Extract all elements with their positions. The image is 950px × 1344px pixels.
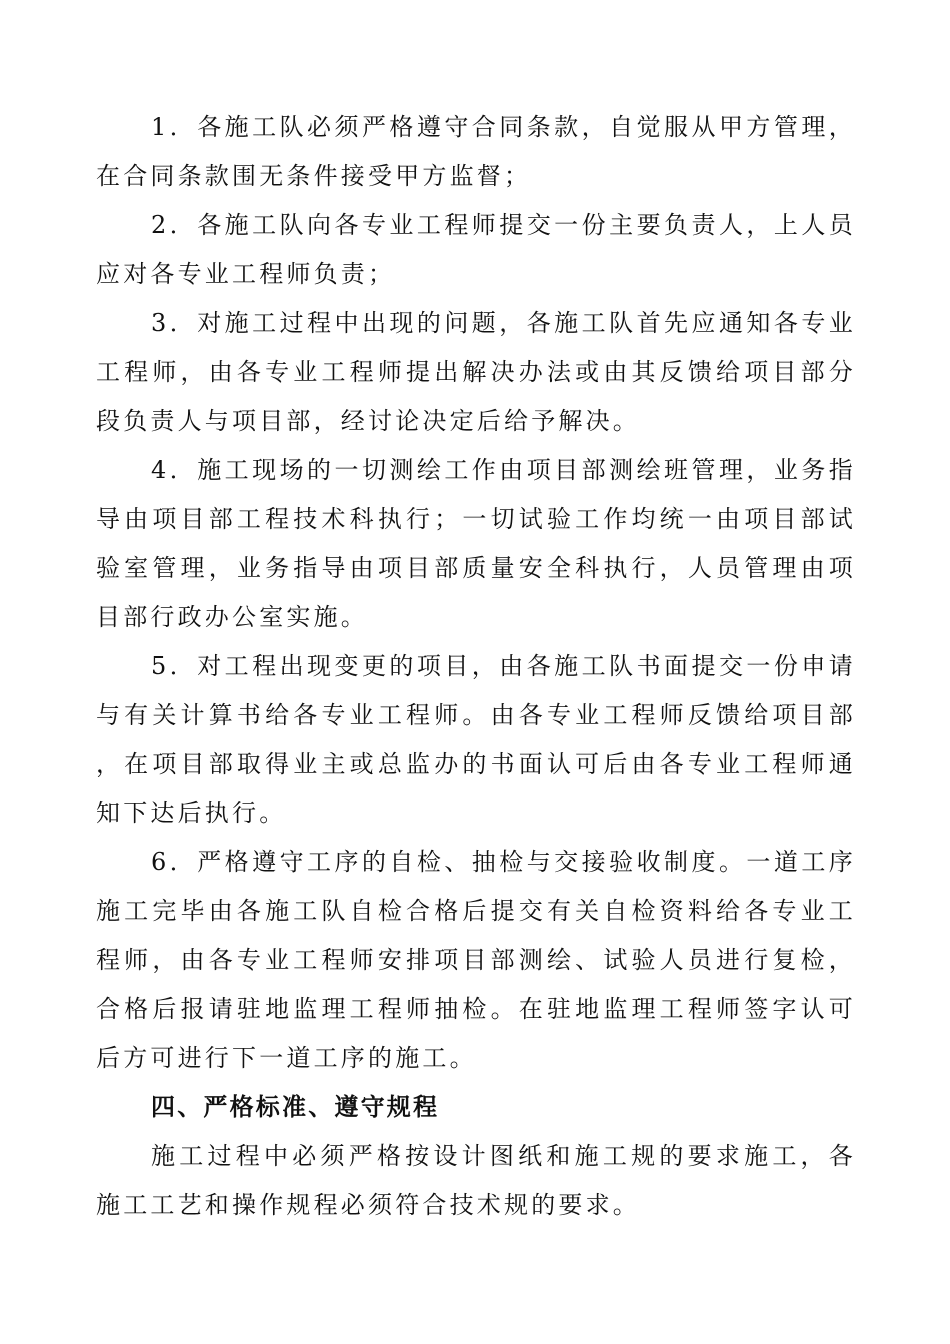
paragraph-item-4: 4．施工现场的一切测绘工作由项目部测绘班管理，业务指导由项目部工程技术科执行；一切试验工作均统一由项目部试验室管理，业务指导由项目部质量安全科执行，人员管理由项目部行政办公室实施。 bbox=[96, 456, 856, 631]
paragraph-item-5: 5．对工程出现变更的项目，由各施工队书面提交一份申请与有关计算书给各专业工程师。由各专业工程师反馈给项目部，在项目部取得业主或总监办的书面认可后由各专业工程师通知下达后执行。 bbox=[96, 652, 856, 827]
section-heading: 四、严格标准、遵守规程 bbox=[151, 1093, 440, 1121]
paragraph-item-1: 1．各施工队必须严格遵守合同条款，自觉服从甲方管理，在合同条款围无条件接受甲方监督； bbox=[96, 113, 856, 190]
section-paragraph: 施工过程中必须严格按设计图纸和施工规的要求施工，各施工工艺和操作规程必须符合技术规的要求。 bbox=[96, 1142, 856, 1219]
document-body bbox=[96, 103, 856, 1230]
paragraph-item-2: 2．各施工队向各专业工程师提交一份主要负责人，上人员应对各专业工程师负责； bbox=[96, 211, 856, 288]
paragraph-item-6: 6．严格遵守工序的自检、抽检与交接验收制度。一道工序施工完毕由各施工队自检合格后提交有关自检资料给各专业工程师，由各专业工程师安排项目部测绘、试验人员进行复检，合格后报请驻地监理工程师抽检。在驻地监理工程师签字认可后方可进行下一道工序的施工。 bbox=[96, 848, 856, 1072]
paragraph-item-3: 3．对施工过程中出现的问题，各施工队首先应通知各专业工程师，由各专业工程师提出解决办法或由其反馈给项目部分段负责人与项目部，经讨论决定后给予解决。 bbox=[96, 309, 856, 435]
